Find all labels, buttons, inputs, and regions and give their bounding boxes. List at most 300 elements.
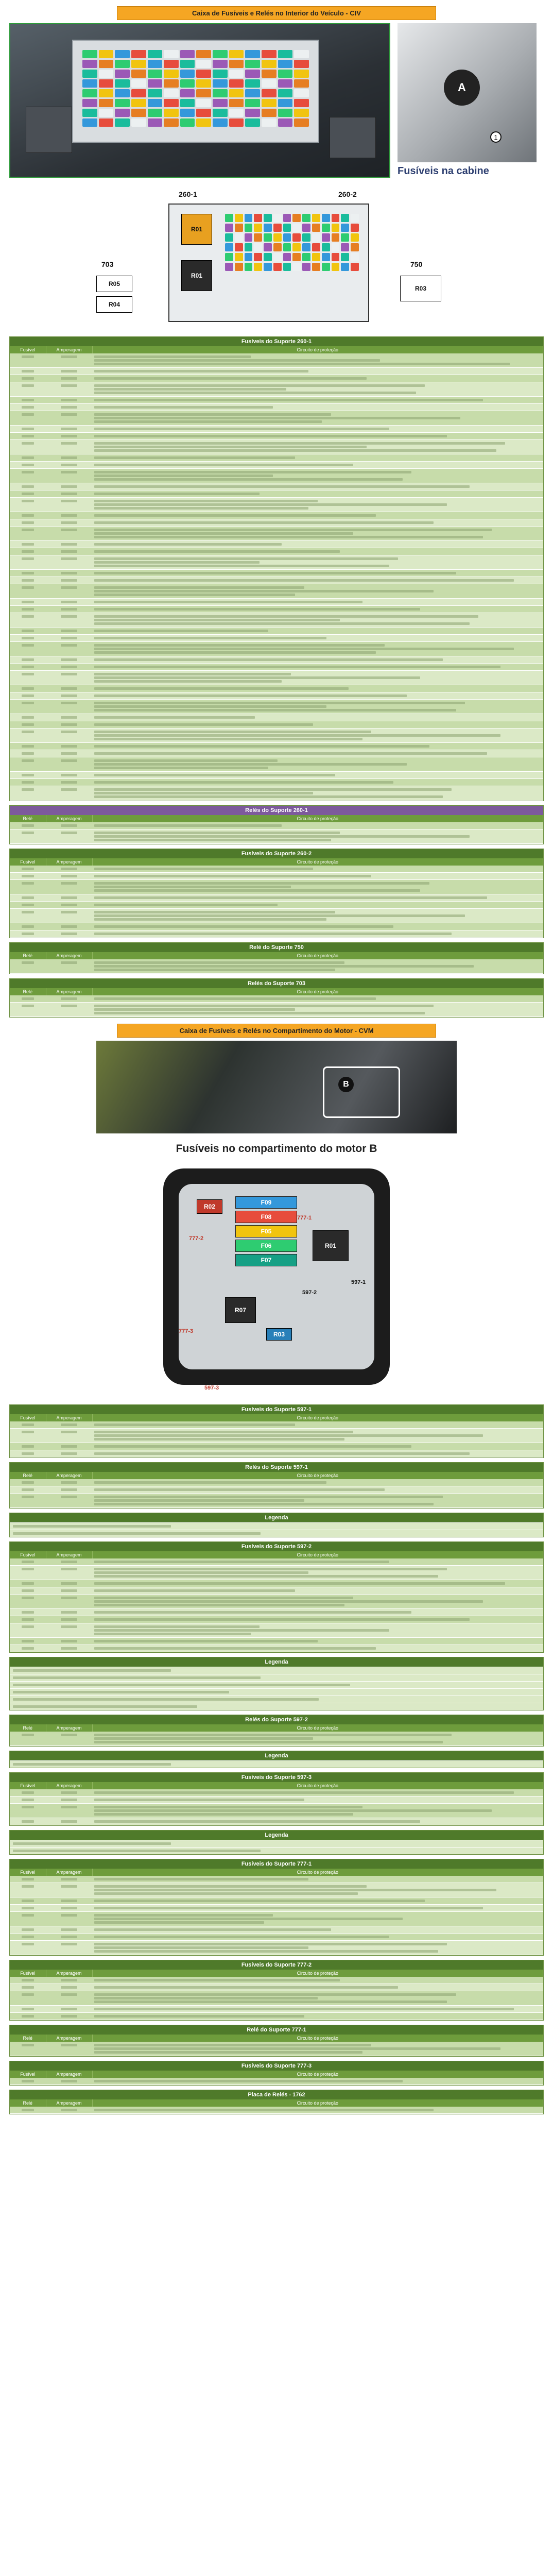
table-cell — [92, 1926, 543, 1934]
table-row — [10, 1941, 543, 1955]
table-row — [10, 411, 543, 426]
table-cell — [92, 714, 543, 721]
table-cell — [92, 1876, 543, 1883]
fuse-slot — [99, 60, 114, 68]
fuse-slot — [180, 109, 195, 117]
fuse-table-section — [9, 2090, 544, 2114]
table-cell — [10, 1609, 46, 1616]
column-header: Circuito de proteção — [92, 1869, 543, 1876]
table-cell — [92, 375, 543, 382]
table-cell — [46, 555, 92, 570]
table-cell — [46, 2078, 92, 2085]
fuse-table-section — [9, 1859, 544, 1956]
table-row — [10, 1984, 543, 1991]
table-cell — [46, 1580, 92, 1587]
table-cell — [92, 1587, 543, 1595]
table-cell — [92, 728, 543, 743]
table-cell — [92, 498, 543, 512]
table-row — [10, 1934, 543, 1941]
table-row — [10, 469, 543, 483]
table-cell — [46, 930, 92, 938]
table-cell — [92, 1479, 543, 1486]
table-cell — [10, 1991, 46, 2006]
table-cell — [92, 368, 543, 375]
table-cell — [10, 873, 46, 880]
table-cell — [46, 404, 92, 411]
legend-row — [10, 1674, 543, 1681]
fuse-slot — [322, 224, 330, 232]
table-cell — [92, 548, 543, 555]
table-row — [10, 656, 543, 664]
fuse-slot — [82, 109, 97, 117]
table-cell — [10, 2042, 46, 2056]
legend-row — [10, 1696, 543, 1703]
fuse-slot — [312, 263, 320, 271]
table-cell — [92, 1905, 543, 1912]
fuse-slot — [273, 233, 282, 242]
legend-row — [10, 1522, 543, 1530]
fuse-slot — [254, 214, 262, 222]
column-header: Fusível — [10, 2071, 46, 2078]
section-title: Fusíveis do Suporte 777-1 — [10, 1859, 543, 1869]
fuse-slot — [332, 224, 340, 232]
table-cell — [46, 635, 92, 642]
fuse-slot — [229, 50, 244, 58]
table-cell — [10, 930, 46, 938]
table-cell — [92, 894, 543, 902]
table-row — [10, 664, 543, 671]
cabin-photo-row — [9, 23, 544, 178]
table-row — [10, 880, 543, 894]
table-row — [10, 548, 543, 555]
fuse-slot — [196, 70, 211, 78]
fuse-slot — [148, 109, 163, 117]
table-cell — [46, 1876, 92, 1883]
fuse-slot — [351, 243, 359, 251]
table-cell — [10, 1883, 46, 1897]
callout-b: B — [338, 1077, 354, 1092]
table-cell — [10, 1797, 46, 1804]
fuse-table — [10, 1551, 543, 1652]
connector-block — [330, 117, 376, 158]
fuse-slot — [262, 50, 276, 58]
table-cell — [46, 1558, 92, 1566]
table-row — [10, 519, 543, 527]
table-row — [10, 606, 543, 613]
table-cell — [92, 1566, 543, 1580]
table-cell — [92, 1984, 543, 1991]
fuse-slot — [196, 109, 211, 117]
fuse-slot — [245, 243, 253, 251]
table-row — [10, 555, 543, 570]
table-cell — [46, 1797, 92, 1804]
column-header: Amperagem — [46, 1472, 92, 1479]
fuse-slot — [312, 214, 320, 222]
table-row — [10, 1494, 543, 1508]
table-cell — [92, 664, 543, 671]
table-cell — [92, 1789, 543, 1797]
table-row — [10, 1450, 543, 1458]
fuse-slot — [229, 79, 244, 88]
column-header: Circuito de proteção — [92, 2099, 543, 2107]
table-row — [10, 635, 543, 642]
fuse-slot — [180, 60, 195, 68]
fuse-slot — [180, 50, 195, 58]
column-header: Fusível — [10, 1551, 46, 1558]
fuse-slot — [196, 118, 211, 127]
cabin-location-photo — [398, 23, 537, 162]
table-row — [10, 1804, 543, 1818]
table-row — [10, 2013, 543, 2020]
engine-fuse-f07: F07 — [235, 1254, 297, 1266]
fuse-slot — [115, 50, 130, 58]
fuse-slot — [115, 79, 130, 88]
table-cell — [46, 880, 92, 894]
table-cell — [10, 1616, 46, 1623]
table-cell — [92, 1818, 543, 1825]
table-cell — [10, 483, 46, 490]
table-cell — [10, 426, 46, 433]
table-cell — [10, 1818, 46, 1825]
label-260-1: 260-1 — [179, 190, 197, 198]
table-row — [10, 628, 543, 635]
table-row — [10, 353, 543, 368]
table-cell — [92, 873, 543, 880]
table-cell — [10, 1645, 46, 1652]
fuse-table — [10, 1970, 543, 2020]
engine-fuse-f08: F08 — [235, 1211, 297, 1223]
fuse-table-section — [9, 2061, 544, 2086]
table-cell — [10, 1558, 46, 1566]
fuse-slot — [278, 118, 293, 127]
table-row — [10, 1897, 543, 1905]
table-cell — [10, 750, 46, 757]
fuse-table — [10, 1869, 543, 1955]
table-cell — [46, 490, 92, 498]
fuse-table — [10, 1782, 543, 1825]
table-cell — [10, 902, 46, 909]
table-cell — [10, 397, 46, 404]
column-header: Amperagem — [46, 2071, 92, 2078]
fuse-slot — [245, 79, 260, 88]
fuse-slot — [283, 233, 291, 242]
legend-box — [9, 1657, 544, 1710]
table-cell — [92, 822, 543, 829]
table-cell — [10, 779, 46, 786]
table-cell — [92, 880, 543, 894]
table-row — [10, 829, 543, 844]
fuse-slot — [273, 243, 282, 251]
column-header: Amperagem — [46, 2035, 92, 2042]
table-cell — [10, 1595, 46, 1609]
legend-row — [10, 1681, 543, 1688]
table-row — [10, 2006, 543, 2013]
table-cell — [46, 995, 92, 1003]
fuse-slot — [283, 253, 291, 261]
fuse-slot — [164, 109, 179, 117]
table-cell — [92, 1934, 543, 1941]
table-cell — [46, 483, 92, 490]
fuse-slot — [283, 214, 291, 222]
table-cell — [10, 786, 46, 801]
fuse-slot — [264, 214, 272, 222]
table-cell — [92, 353, 543, 368]
fuse-slot — [312, 253, 320, 261]
table-cell — [46, 397, 92, 404]
fuse-slot — [115, 109, 130, 117]
table-cell — [46, 1595, 92, 1609]
engine-tables — [9, 1404, 544, 2114]
table-cell — [92, 1486, 543, 1494]
table-cell — [46, 1977, 92, 1984]
table-cell — [92, 743, 543, 750]
table-cell — [10, 772, 46, 779]
table-cell — [46, 873, 92, 880]
table-cell — [10, 822, 46, 829]
table-cell — [46, 829, 92, 844]
table-cell — [46, 2042, 92, 2056]
fuse-table-section — [9, 1715, 544, 1747]
table-cell — [92, 959, 543, 974]
table-cell — [10, 923, 46, 930]
table-cell — [92, 541, 543, 548]
table-cell — [46, 902, 92, 909]
fuse-slot — [235, 233, 243, 242]
fuse-slot — [213, 50, 228, 58]
fuse-slot — [264, 233, 272, 242]
fuse-slot — [229, 109, 244, 117]
table-cell — [92, 909, 543, 923]
table-cell — [46, 1566, 92, 1580]
table-cell — [92, 2006, 543, 2013]
table-cell — [92, 440, 543, 454]
table-row — [10, 1623, 543, 1638]
fuse-slot — [264, 224, 272, 232]
table-row — [10, 1566, 543, 1580]
table-cell — [46, 2006, 92, 2013]
table-cell — [92, 1558, 543, 1566]
table-cell — [46, 1003, 92, 1017]
table-cell — [92, 1623, 543, 1638]
table-row — [10, 873, 543, 880]
section-title: Relés do Suporte 703 — [10, 979, 543, 988]
table-row — [10, 490, 543, 498]
fuse-slot — [262, 79, 276, 88]
section-title: Fusíveis do Suporte 777-2 — [10, 1960, 543, 1970]
fuse-slot — [115, 60, 130, 68]
fuse-slot — [164, 79, 179, 88]
table-cell — [10, 1789, 46, 1797]
table-cell — [92, 382, 543, 397]
table-cell — [10, 1479, 46, 1486]
table-row — [10, 1645, 543, 1652]
table-row — [10, 404, 543, 411]
legend-box — [9, 1751, 544, 1768]
fuse-slot — [82, 60, 97, 68]
table-row — [10, 685, 543, 692]
fuse-table-section — [9, 336, 544, 801]
fuse-slot — [312, 233, 320, 242]
fuse-table-section — [9, 2025, 544, 2057]
table-cell — [10, 527, 46, 541]
fuse-slot — [278, 70, 293, 78]
table-cell — [92, 1645, 543, 1652]
table-cell — [10, 1587, 46, 1595]
table-cell — [10, 519, 46, 527]
table-cell — [92, 411, 543, 426]
label-597-1: 597-1 — [351, 1279, 366, 1285]
column-header: Amperagem — [46, 346, 92, 353]
table-cell — [92, 1941, 543, 1955]
table-cell — [92, 866, 543, 873]
relay-r01: R01 — [313, 1230, 349, 1261]
table-cell — [92, 1804, 543, 1818]
table-row — [10, 642, 543, 656]
table-row — [10, 1818, 543, 1825]
fuse-slot — [180, 99, 195, 107]
column-header: Amperagem — [46, 1869, 92, 1876]
cabin-tables — [9, 336, 544, 1018]
table-cell — [46, 1984, 92, 1991]
fuse-slot — [302, 263, 310, 271]
fuse-slot — [262, 70, 276, 78]
section-title: Legenda — [10, 1657, 543, 1667]
table-cell — [10, 498, 46, 512]
table-cell — [46, 1443, 92, 1450]
fuse-slot — [278, 109, 293, 117]
table-cell — [92, 1732, 543, 1746]
table-cell — [10, 541, 46, 548]
table-cell — [10, 1876, 46, 1883]
table-row — [10, 433, 543, 440]
table-cell — [46, 1616, 92, 1623]
section-title: Fusíveis do Suporte 260-1 — [10, 337, 543, 346]
fuse-slot — [341, 253, 349, 261]
table-row — [10, 743, 543, 750]
fuse-slot — [225, 224, 233, 232]
fuse-slot — [164, 99, 179, 107]
relay-r07: R07 — [225, 1297, 256, 1323]
table-cell — [10, 1623, 46, 1638]
table-row — [10, 570, 543, 577]
table-cell — [10, 1941, 46, 1955]
fuse-slot — [213, 79, 228, 88]
table-row — [10, 1797, 543, 1804]
table-cell — [46, 714, 92, 721]
column-header: Amperagem — [46, 952, 92, 959]
table-row — [10, 959, 543, 974]
column-header: Circuito de proteção — [92, 1782, 543, 1789]
legend-box — [9, 1830, 544, 1855]
fuse-slot — [341, 263, 349, 271]
fuse-slot — [235, 224, 243, 232]
fuse-slot — [292, 243, 301, 251]
column-header: Relé — [10, 2099, 46, 2107]
table-cell — [92, 397, 543, 404]
fuse-slot — [180, 89, 195, 97]
table-cell — [92, 772, 543, 779]
table-row — [10, 1926, 543, 1934]
fuse-slot — [245, 253, 253, 261]
fuse-slot — [235, 253, 243, 261]
fuse-slot — [294, 60, 309, 68]
column-header: Circuito de proteção — [92, 1472, 543, 1479]
column-header: Amperagem — [46, 1970, 92, 1977]
table-cell — [10, 2107, 46, 2114]
table-cell — [92, 1494, 543, 1508]
table-cell — [92, 930, 543, 938]
table-cell — [46, 664, 92, 671]
table-row — [10, 2042, 543, 2056]
table-cell — [10, 1732, 46, 1746]
column-header: Circuito de proteção — [92, 815, 543, 822]
table-cell — [10, 1897, 46, 1905]
table-cell — [92, 671, 543, 685]
table-row — [10, 2107, 543, 2114]
table-cell — [46, 1804, 92, 1818]
table-row — [10, 1991, 543, 2006]
fuse-slot — [264, 263, 272, 271]
fuse-slot — [229, 118, 244, 127]
label-777-1: 777-1 — [297, 1215, 312, 1221]
table-cell — [10, 721, 46, 728]
column-header: Circuito de proteção — [92, 1970, 543, 1977]
table-cell — [46, 584, 92, 599]
table-cell — [10, 382, 46, 397]
table-cell — [46, 721, 92, 728]
column-header: Amperagem — [46, 2099, 92, 2107]
table-cell — [46, 671, 92, 685]
table-row — [10, 714, 543, 721]
section-title: Relé do Suporte 750 — [10, 943, 543, 952]
fuse-slot — [213, 109, 228, 117]
fuse-slot — [82, 79, 97, 88]
fuse-slot — [115, 89, 130, 97]
table-cell — [92, 433, 543, 440]
section-title: Relés do Suporte 597-1 — [10, 1463, 543, 1472]
table-cell — [46, 613, 92, 628]
fuse-slot — [245, 60, 260, 68]
fuse-table-section — [9, 1772, 544, 1826]
relay-r04: R04 — [96, 296, 132, 313]
table-cell — [92, 1638, 543, 1645]
column-header: Relé — [10, 952, 46, 959]
table-cell — [10, 1580, 46, 1587]
fuse-slot — [99, 99, 114, 107]
column-header: Relé — [10, 1472, 46, 1479]
table-cell — [10, 829, 46, 844]
fuse-slot — [322, 214, 330, 222]
table-cell — [92, 1883, 543, 1897]
table-row — [10, 397, 543, 404]
fuse-slot — [332, 253, 340, 261]
column-header: Relé — [10, 2035, 46, 2042]
table-cell — [10, 656, 46, 664]
fuse-table — [10, 858, 543, 938]
table-cell — [10, 1977, 46, 1984]
table-cell — [46, 2013, 92, 2020]
table-row — [10, 894, 543, 902]
column-header: Relé — [10, 988, 46, 995]
table-cell — [92, 599, 543, 606]
fuse-slot — [148, 50, 163, 58]
fuse-slot — [99, 79, 114, 88]
fuse-slot — [148, 118, 163, 127]
table-cell — [92, 2042, 543, 2056]
fuse-table — [10, 815, 543, 844]
table-cell — [92, 426, 543, 433]
table-row — [10, 1609, 543, 1616]
